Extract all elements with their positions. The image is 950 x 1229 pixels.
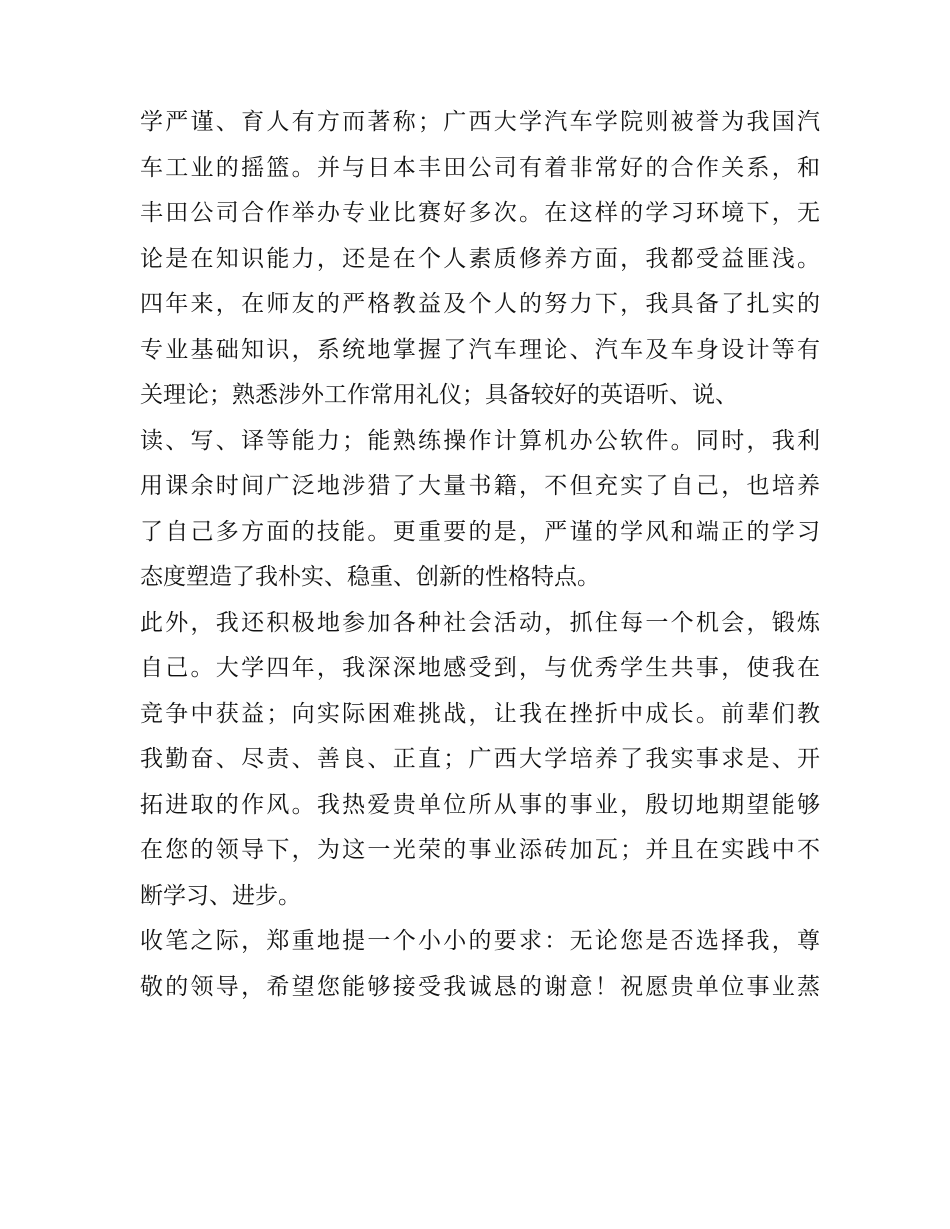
text-line: 学严谨、育人有方而著称；广西大学汽车学院则被誉为我国汽 [140,109,820,135]
text-line: 了自己多方面的技能。更重要的是，严谨的学风和端正的学习 [140,518,820,545]
text-line: 车工业的摇篮。并与日本丰田公司有着非常好的合作关系，和 [140,154,820,181]
text-line: 拓进取的作风。我热爱贵单位所从事的事业，殷切地期望能够 [140,791,820,818]
text-line: 态度塑造了我朴实、稳重、创新的性格特点。 [140,564,600,590]
text-line: 我勤奋、尽责、善良、正直；广西大学培养了我实事求是、开 [140,746,820,772]
text-line: 自己。大学四年，我深深地感受到，与优秀学生共事，使我在 [140,655,820,681]
paragraph-2 [140,601,820,920]
text-line: 断学习、进步。 [140,882,301,909]
text-line: 此外，我还积极地参加各种社会活动，抓住每一个机会，锻炼 [140,609,820,636]
text-line: 在您的领导下，为这一光荣的事业添砖加瓦；并且在实践中不 [140,837,820,863]
text-line: 敬的领导，希望您能够接受我诚恳的谢意！祝愿贵单位事业蒸 [140,973,820,1000]
text-line: 关理论；熟悉涉外工作常用礼仪；具备较好的英语听、说、 [140,382,738,408]
paragraph-3 [140,919,820,1010]
text-line: 丰田公司合作举办专业比赛好多次。在这样的学习环境下，无 [140,200,820,226]
text-line: 四年来，在师友的严格教益及个人的努力下，我具备了扎实的 [140,291,820,317]
text-line: 读、写、译等能力；能熟练操作计算机办公软件。同时，我利 [140,427,820,454]
text-line: 竞争中获益；向实际困难挑战，让我在挫折中成长。前辈们教 [140,700,820,727]
document-body [140,100,820,1010]
text-line: 用课余时间广泛地涉猎了大量书籍，不但充实了自己，也培养 [140,473,820,499]
text-line: 论是在知识能力，还是在个人素质修养方面，我都受益匪浅。 [140,245,820,272]
text-line: 收笔之际，郑重地提一个小小的要求：无论您是否选择我，尊 [140,928,820,954]
paragraph-1 [140,100,820,601]
text-line: 专业基础知识，系统地掌握了汽车理论、汽车及车身设计等有 [140,336,820,363]
